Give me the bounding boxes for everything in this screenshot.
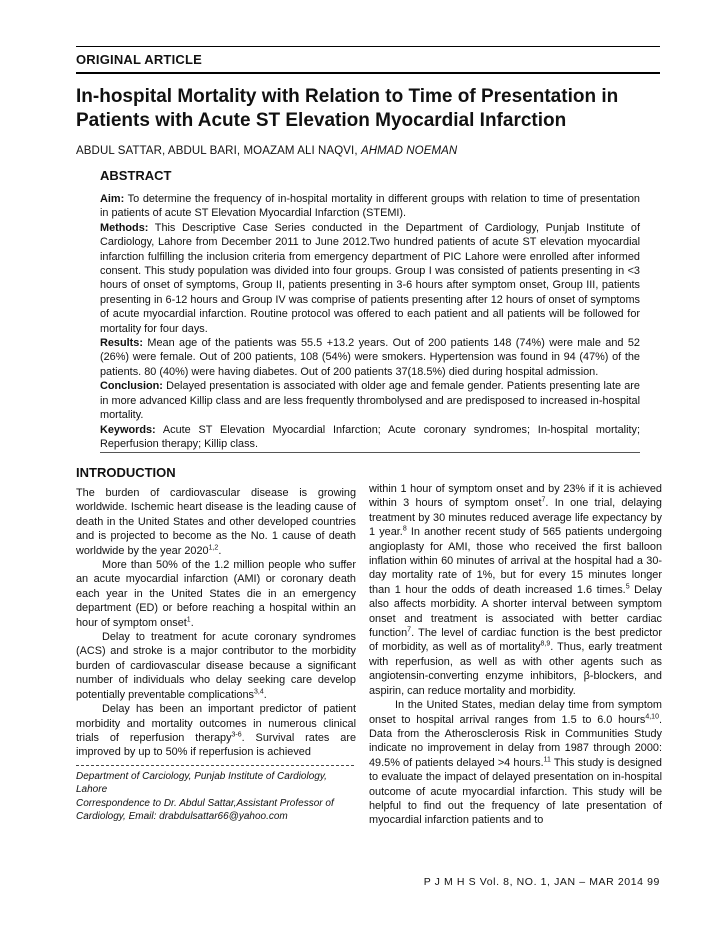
header-rule-bottom: [76, 72, 660, 74]
abstract-results: [100, 336, 640, 379]
methods-label: Methods:: [100, 221, 149, 234]
right-column: [369, 482, 662, 828]
citation-ref: 1,2: [208, 544, 219, 551]
text-run: In the United States, median delay time from symptom onset to hospital arrival ranges from 1.5 to 6.0 hours: [369, 699, 662, 726]
intro-p2-text: More than 50% of the 1.2 million people who suffer an acute myocardial infarction (AMI) or coronary death each year in the United States die in an emergency department (ED) or before reaching a hospital within an hour of symptom onset: [76, 559, 356, 629]
article-title: In-hospital Mortality with Relation to Time of Presentation in Patients with Acute ST Elevation Myocardial Infarction: [76, 86, 619, 131]
citation-ref: 8: [402, 525, 407, 533]
abstract-conclusion: [100, 379, 640, 422]
results-text: Mean age of the patients was 55.5 +13.2 years. Out of 200 patients 148 (74%) were male and 52 (26%) were female. Out of 200 patients, 108 (54%) were smokers. Hypertension was found in 94 (47%) of the patients. 80 (40%) were having diabetes. Out of 200 patients 37(18.5%) died during hospital admission.: [100, 337, 640, 378]
abstract-heading: ABSTRACT: [100, 168, 172, 183]
author-list: [76, 145, 457, 157]
text-run: In another recent study of 565 patients undergoing angioplasty for AMI, those who received the first balloon inflation within 60 minutes of arrival at the hospital had a 30-day mortality rate of 1%, but for every 15 minutes longer than 1 hour the odds of death increased 1.6 times.: [369, 526, 662, 596]
text-run: This study is designed to evaluate the impact of delayed presentation on in-hospital outcome of acute myocardial infarction. This study will be helpful to find out the frequency of late presentation of myocardial infarction patients and to: [369, 756, 662, 827]
text-run: . In one trial, delaying treatment by 30 minutes reduced average life expectancy by 1 year.: [369, 497, 662, 539]
intro-paragraph-2: [76, 558, 356, 630]
abstract: [100, 168, 640, 451]
citation-ref: 7: [541, 496, 546, 504]
intro-paragraph-1: [76, 486, 356, 558]
intro-p3-end: .: [263, 688, 267, 701]
citation-ref: 5: [625, 583, 630, 591]
conclusion-text: Delayed presentation is associated with older age and female gender. Patients presenting late are in more advanced Killip class and are less frequently thrombolysed and are predisposed to increased in-hospital mortality.: [100, 380, 640, 422]
text-run: . Data from the Atherosclerosis Risk in Communities Study indicate no improvement in delay from 1987 through 2000: 49.5% of patients delayed >4 hours.: [369, 713, 662, 769]
intro-p1-end: .: [218, 544, 222, 557]
citation-ref: 4,10: [645, 712, 659, 720]
intro-paragraph-3: [76, 630, 356, 702]
text-run: within 1 hour of symptom onset and by 23% if it is achieved within 3 hours of symptom onset: [369, 483, 662, 510]
intro-p4-text-cont: . Survival rates are improved by up to 50% if reperfusion is achieved: [76, 731, 356, 759]
page-footer-citation: P J M H S Vol. 8, NO. 1, JAN – MAR 2014 99: [423, 876, 660, 888]
abstract-keywords: [100, 423, 640, 452]
intro-p3-text: Delay to treatment for acute coronary syndromes (ACS) and stroke is a major contributor to the morbidity burden of cardiovascular disease because a significant number of individuals who delay seeking care develop potentially preventable complications: [76, 631, 356, 701]
left-column: [76, 466, 356, 824]
author-last: AHMAD NOEMAN: [360, 145, 458, 157]
intro-p2-end: .: [190, 616, 194, 629]
abstract-aim: [100, 192, 640, 221]
keywords-label: Keywords:: [100, 423, 156, 436]
citation-ref: 1: [186, 616, 191, 624]
citation-ref: 3-6: [231, 731, 242, 739]
authors-main: ABDUL SATTAR, ABDUL BARI, MOAZAM ALI NAQVI,: [76, 145, 361, 157]
intro-p1-text: The burden of cardiovascular disease is growing worldwide. Ischemic heart disease is the leading cause of death in the United States and other developed countries and is projected to become as the No. 1 cause of death worldwide by the year 2020: [76, 487, 356, 557]
introduction-heading: INTRODUCTION: [76, 465, 176, 480]
intro-p4-text: Delay has been an important predictor of patient morbidity and mortality outcomes in numerous clinical trials of reperfusion therapy: [76, 703, 356, 744]
citation-ref: 11: [543, 756, 551, 764]
citation-ref: 7: [407, 626, 412, 634]
footnote-affiliation: Department of Carciology, Punjab Institute of Cardiology, Lahore: [76, 770, 327, 796]
footnote-divider: [76, 765, 354, 766]
abstract-methods: [100, 221, 640, 336]
intro-paragraph-5: [369, 698, 662, 828]
results-label: Results:: [100, 337, 143, 350]
methods-text: This Descriptive Case Series conducted in the Department of Cardiology, Punjab Institute of Cardiology, Lahore from December 2011 to June 2012.Two hundred patients of acute ST elevation myocardial infarction fulfilling the inclusion criteria from emergency department of PIC Lahore were enrolled after informed consent. This study population was divided into four groups. Group I was consisted of patients presenting in <3 hours of onset of symptoms, Group II, patients presenting in 3-6 hours after symptom onset, Group III, patients presenting in 6-12 hours and Group IV was comprise of patients presenting after 12 hours of onset of symptoms of acute myocardial infarction. Routine protocol was offered to each patient and all patients will be followed for mortality for four days.: [100, 221, 640, 335]
text-run: . The level of cardiac function is the best predictor of morbidity, as well as of mortality: [369, 627, 662, 654]
abstract-divider: [100, 452, 640, 453]
citation-ref: 8,9: [540, 640, 551, 648]
conclusion-label: Conclusion:: [100, 380, 163, 393]
intro-paragraph-4-continued: [369, 482, 662, 698]
text-run: . Thus, early treatment with reperfusion, as well as with other agents such as angiotensin-converting enzyme inhibitors, β-blockers, and aspirin, can reduce mortality and morbidity.: [369, 641, 662, 697]
citation-ref: 3,4: [253, 688, 264, 696]
keywords-text: Acute ST Elevation Myocardial Infarction; Acute coronary syndromes; In-hospital mortality; Reperfusion therapy; Killip class.: [100, 423, 640, 450]
intro-paragraph-4: [76, 702, 356, 760]
text-run: Delay also affects morbidity. A shorter interval between symptom onset and treatment is associated with better cardiac function: [369, 583, 663, 640]
header-rule-top: [76, 46, 660, 47]
aim-label: Aim:: [100, 193, 125, 205]
aim-text: To determine the frequency of in-hospital mortality in different groups with relation to time of presentation in patients of acute ST Elevation Myocardial Infarction (STEMI).: [100, 193, 640, 220]
section-label: ORIGINAL ARTICLE: [76, 52, 202, 67]
footnote-correspondence: Correspondence to Dr. Abdul Sattar,Assistant Professor of Cardiology, Email: drabdulsattar66@yahoo.com: [76, 797, 334, 823]
